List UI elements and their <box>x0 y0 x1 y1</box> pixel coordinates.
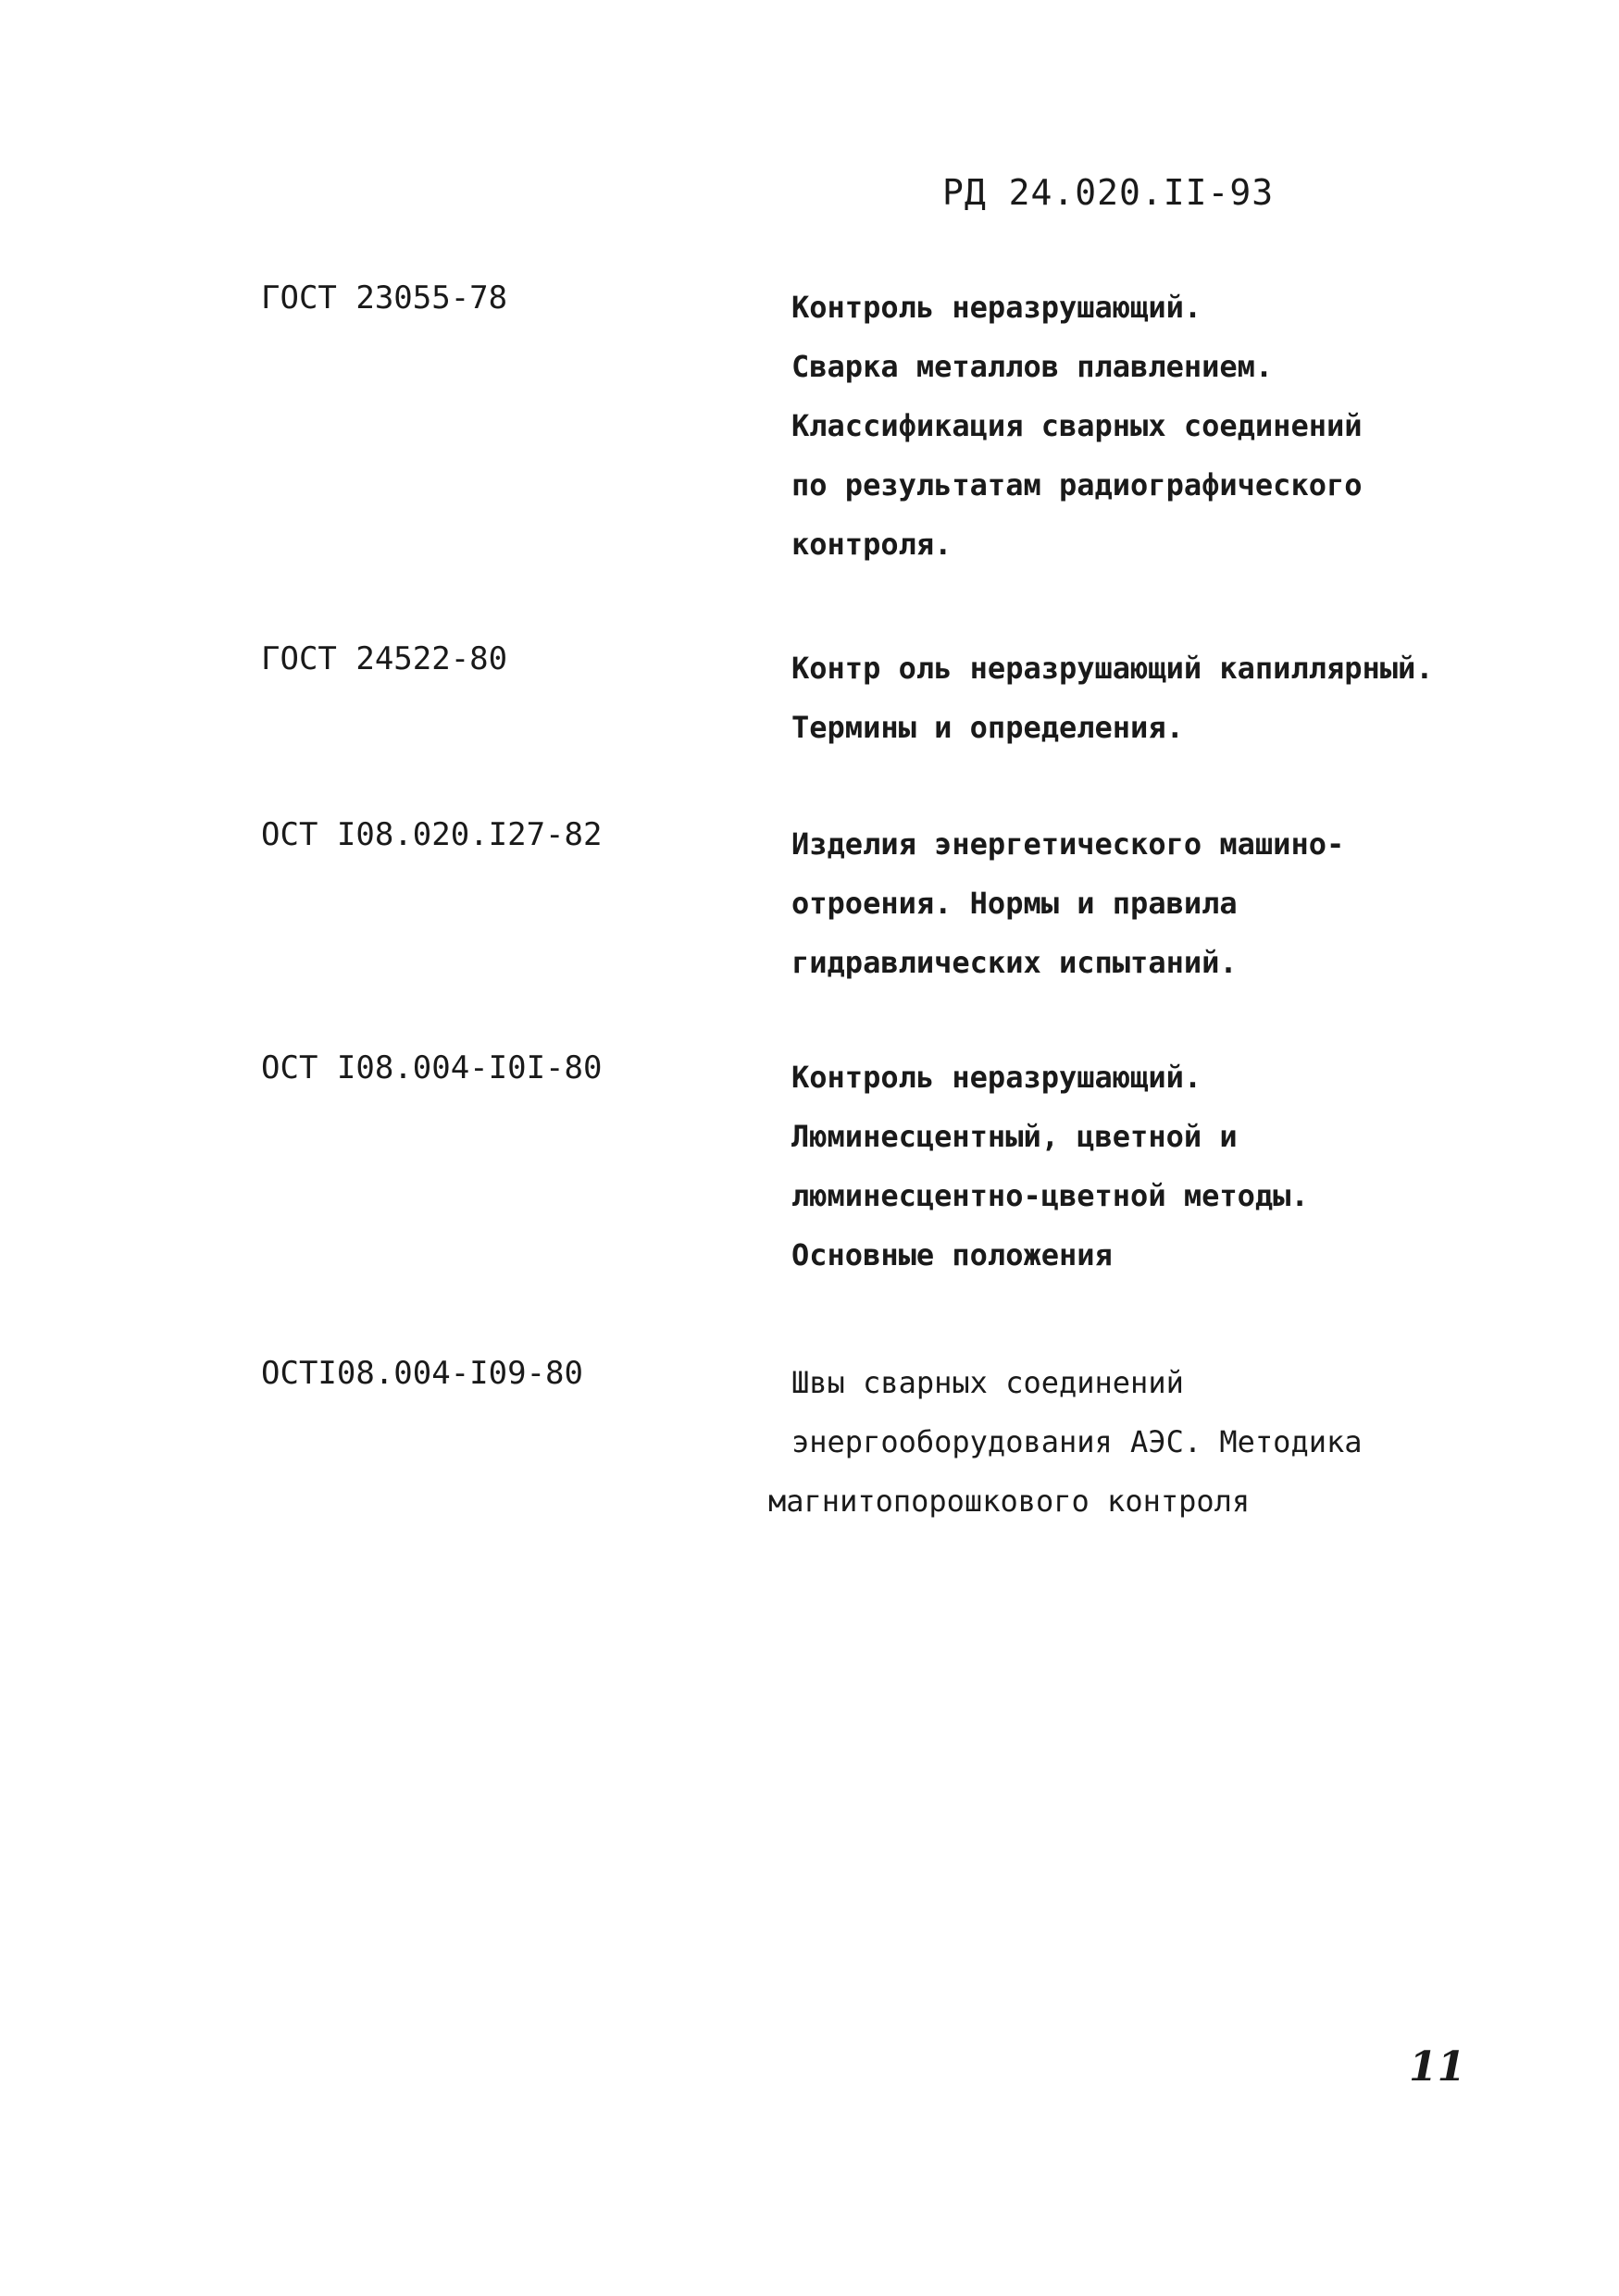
reference-title-line: по результатам радиографического <box>791 467 1363 503</box>
reference-title-line: Термины и определения. <box>791 710 1184 745</box>
reference-title-line: Сварка металлов плавлением. <box>791 349 1274 384</box>
reference-title-line: магнитопорошкового контроля <box>768 1483 1251 1519</box>
reference-code: ГОСТ 24522-80 <box>261 640 508 677</box>
reference-title-line: Классификация сварных соединений <box>791 408 1363 443</box>
page-number: 11 <box>1409 2043 1466 2091</box>
reference-title <box>791 1048 1551 1285</box>
reference-code: ОСТ I08.020.I27-82 <box>261 816 603 853</box>
reference-title <box>791 639 1551 757</box>
reference-code: ОСТ I08.004-I0I-80 <box>261 1049 603 1086</box>
reference-title <box>791 278 1551 574</box>
reference-title-line: Изделия энергетического машино- <box>791 826 1345 862</box>
reference-title-line: Контр оль неразрушающий капиллярный. <box>791 651 1434 686</box>
reference-title-line: Основные положения <box>791 1237 1113 1272</box>
document-code: РД 24.020.II-93 <box>942 172 1275 213</box>
reference-title-line: контроля. <box>791 527 953 562</box>
reference-title-line: Швы сварных соединений <box>791 1365 1184 1400</box>
reference-code: ГОСТ 23055-78 <box>261 279 508 316</box>
reference-title-line: энергооборудования АЭС. Методика <box>791 1424 1363 1459</box>
reference-title-line: люминесцентно-цветной методы. <box>791 1178 1309 1213</box>
reference-title <box>768 1353 1527 1531</box>
reference-code: ОСТI08.004-I09-80 <box>261 1355 583 1392</box>
reference-title <box>791 814 1551 992</box>
reference-title-line: гидравлических испытаний. <box>791 945 1238 980</box>
reference-title-line: Контроль неразрушающий. <box>791 290 1202 325</box>
reference-title-line: Контроль неразрушающий. <box>791 1060 1202 1095</box>
reference-title-line: Люминесцентный, цветной и <box>791 1119 1238 1154</box>
reference-title-line: отроения. Нормы и правила <box>791 886 1238 921</box>
